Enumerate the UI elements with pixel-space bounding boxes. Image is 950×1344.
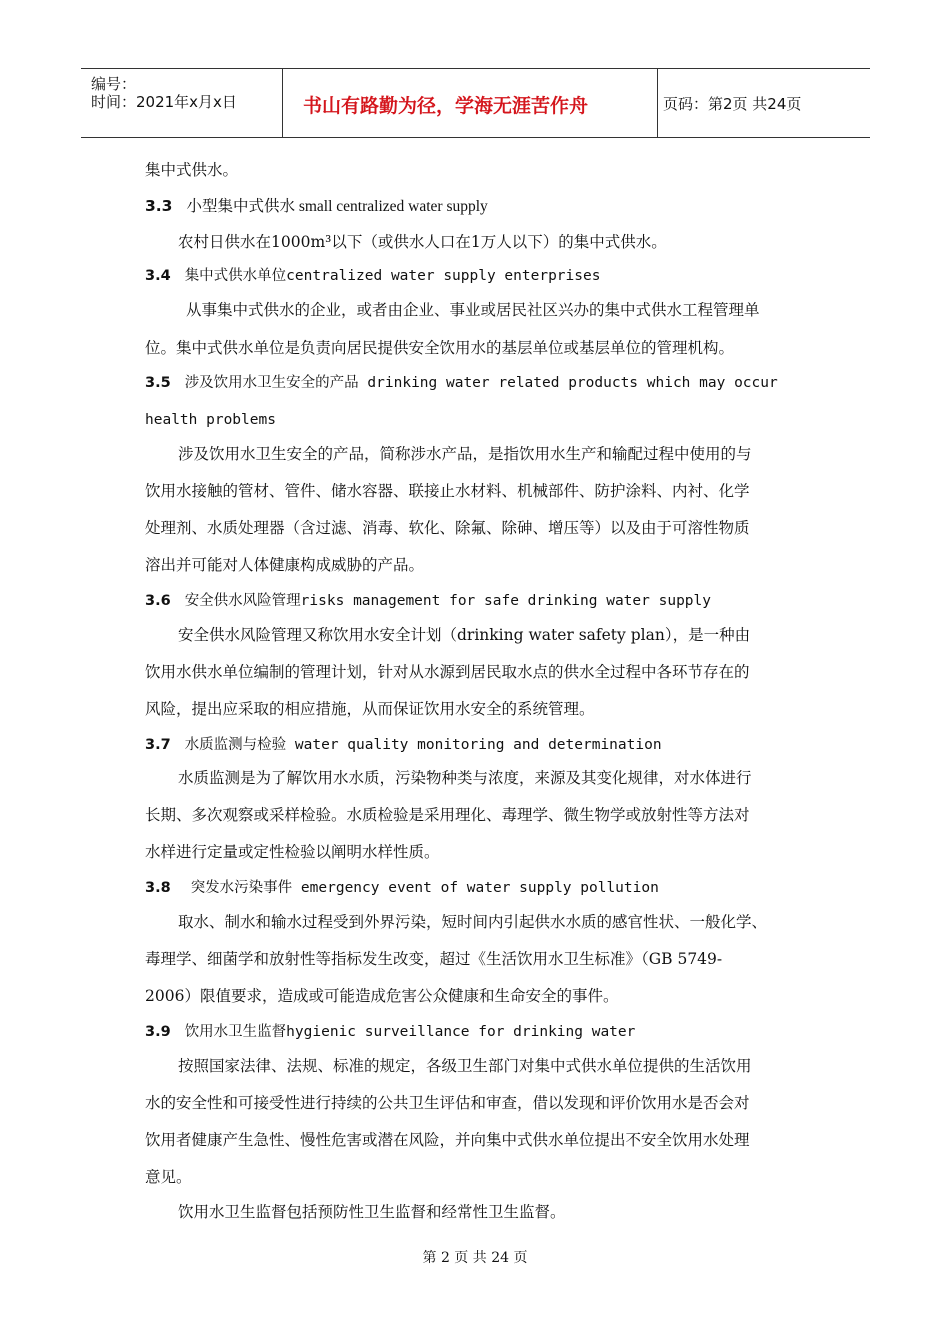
page-header — [81, 68, 870, 138]
body-line: 从事集中式供水的企业，或者由企业、事业或居民社区兴办的集中式供水工程管理单 — [186, 301, 760, 319]
section-heading-3-3: 3.3 小型集中式供水 small centralized water supply — [145, 197, 488, 215]
body-line: 水的安全性和可接受性进行持续的公共卫生评估和审查，借以发现和评价饮用水是否会对 — [145, 1094, 750, 1112]
body-line: 水质监测是为了解饮用水水质，污染物种类与浓度，来源及其变化规律，对水体进行 — [178, 769, 752, 787]
section-heading-3-5: 3.5 涉及饮用水卫生安全的产品 drinking water related products which may occur — [145, 375, 778, 391]
body-line: 涉及饮用水卫生安全的产品，简称涉水产品，是指饮用水生产和输配过程中使用的与 — [178, 445, 752, 463]
header-page-info: 页码：第2页 共24页 — [663, 95, 802, 113]
body-line: 饮用水接触的管材、管件、储水容器、联接止水材料、机械部件、防护涂料、内衬、化学 — [145, 482, 750, 500]
body-line: 毒理学、细菌学和放射性等指标发生改变，超过《生活饮用水卫生标准》（GB 5749- — [145, 950, 723, 968]
body-line: health problems — [145, 412, 276, 428]
header-meta — [81, 69, 281, 137]
body-line: 饮用水卫生监督包括预防性卫生监督和经常性卫生监督。 — [178, 1203, 566, 1221]
body-line: 安全供水风险管理又称饮用水安全计划（drinking water safety plan），是一种由 — [178, 626, 751, 644]
section-heading-3-4: 3.4 集中式供水单位centralized water supply enterprises — [145, 268, 601, 284]
section-heading-3-6: 3.6 安全供水风险管理risks management for safe drinking water supply — [145, 593, 711, 609]
body-line: 长期、多次观察或采样检验。水质检验是采用理化、毒理学、微生物学或放射性等方法对 — [145, 806, 750, 824]
doc-time-label: 时间：2021年x月x日 — [91, 93, 237, 111]
body-line: 集中式供水。 — [145, 161, 239, 179]
body-line: 风险，提出应采取的相应措施，从而保证饮用水安全的系统管理。 — [145, 700, 595, 718]
section-heading-3-7: 3.7 水质监测与检验 water quality monitoring and determination — [145, 737, 662, 753]
page-footer: 第 2 页 共 24 页 — [422, 1250, 528, 1266]
body-line: 2006）限值要求，造成或可能造成危害公众健康和生命安全的事件。 — [145, 987, 619, 1005]
section-heading-3-9: 3.9 饮用水卫生监督hygienic surveillance for drinking water — [145, 1024, 636, 1040]
body-line: 处理剂、水质处理器（含过滤、消毒、软化、除氟、除砷、增压等）以及由于可溶性物质 — [145, 519, 750, 537]
body-line: 按照国家法律、法规、标准的规定，各级卫生部门对集中式供水单位提供的生活饮用 — [178, 1057, 752, 1075]
section-heading-3-8: 3.8 突发水污染事件 emergency event of water supply pollution — [145, 880, 659, 896]
body-line: 饮用者健康产生急性、慢性危害或潜在风险，并向集中式供水单位提出不安全饮用水处理 — [145, 1131, 750, 1149]
header-motto: 书山有路勤为径，学海无涯苦作舟 — [303, 95, 589, 117]
body-line: 溶出并可能对人体健康构成威胁的产品。 — [145, 556, 425, 574]
doc-number-label: 编号： — [91, 75, 137, 93]
body-line: 饮用水供水单位编制的管理计划，针对从水源到居民取水点的供水全过程中各环节存在的 — [145, 663, 750, 681]
body-line: 位。集中式供水单位是负责向居民提供安全饮用水的基层单位或基层单位的管理机构。 — [145, 339, 735, 357]
body-line: 取水、制水和输水过程受到外界污染，短时间内引起供水水质的感官性状、一般化学、 — [178, 913, 768, 931]
header-motto-cell — [282, 69, 658, 137]
body-line: 水样进行定量或定性检验以阐明水样性质。 — [145, 843, 440, 861]
body-line: 农村日供水在1000m³以下（或供水人口在1万人以下）的集中式供水。 — [178, 233, 667, 251]
body-line: 意见。 — [145, 1168, 192, 1186]
